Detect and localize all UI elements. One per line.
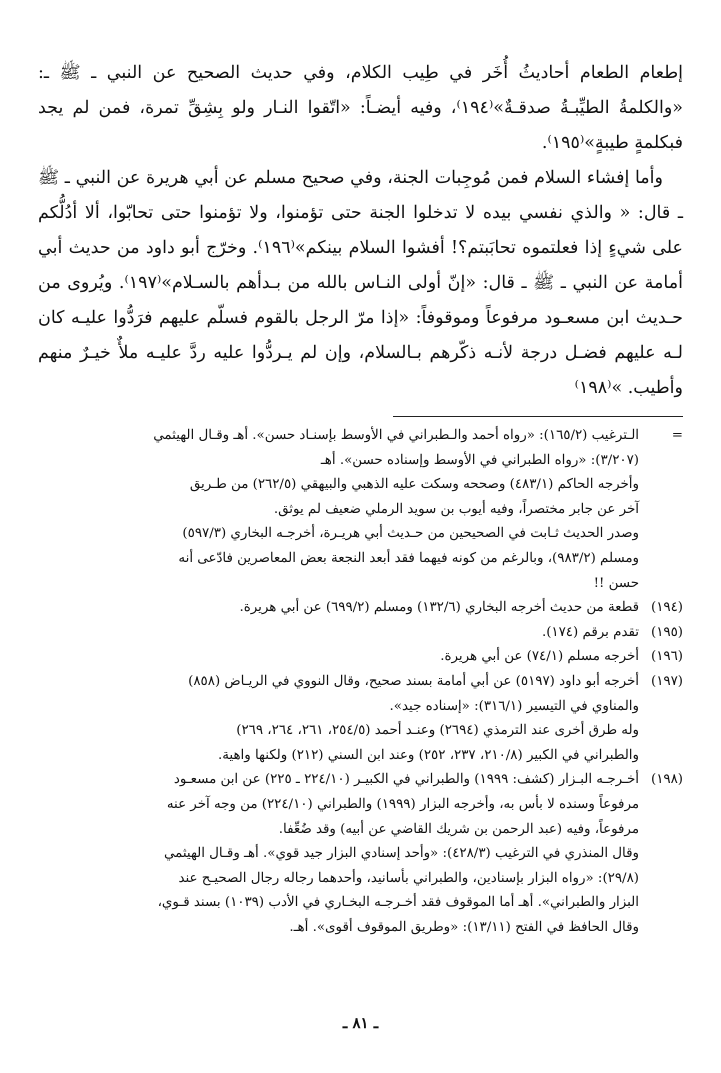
footnote-continuation xyxy=(38,424,683,596)
text-line: وأما إفشاء السلام فمن مُوجِبات الجنة، وفي صحيح مسلم عن أبي xyxy=(194,168,663,188)
footnote-number: (١٩٦) xyxy=(650,649,683,665)
footnote-195 xyxy=(38,621,683,646)
footnote-line: أخـرجـه البـزار (كشف: ١٩٩٩) والطبراني في الكبيـر (٢٢٤/١٠ ـ ٢٢٥) عن ابن مسعـود xyxy=(173,772,639,788)
footnote-number: (١٩٤) xyxy=(650,600,683,616)
text-line: مرفوعاً وموقوفاً: «إذا مرّ الرجل بالقوم فسلّم عليهم فرَدُّوا عليـه كان لـه عليهم xyxy=(38,308,683,363)
text-line: تمرة، فمن لم يجد فبكلمةٍ طيبةٍ»⁽١٩٥⁾. xyxy=(38,98,683,153)
text-line: ـ ﷺ ـ: «والكلمةُ الطيِّبـةُ صدقـةٌ»⁽١٩٤⁾، وفيه أيضـاً: «اتّقوا النـار ولو بِشِقِّ xyxy=(38,63,683,118)
page-number: ـ ٨١ ـ xyxy=(342,1014,379,1032)
footnote-198 xyxy=(38,768,683,940)
footnote-separator-row xyxy=(38,406,683,424)
footnote-line: مرفوعاً وسنده لا بأس به، وأخرجه البزار (١٩٩٩) والطبراني (٢٢٤/١٠) من وجه آخر عنه xyxy=(166,796,639,812)
footnote-line: وله طرق أخرى عند الترمذي (٢٦٩٤) وعنـد أحمد (٢٥٤/٥، ٢٦١، ٢٦٤، ٢٦٩) xyxy=(236,723,639,739)
text-line: ولا تؤمنوا حتى تحابّوا، ألا أدُلُّكم على شيءٍ إذا فعلتموه تحابَبتم؟! أفشوا السلام xyxy=(38,203,683,258)
text-line: وأطيب. »⁽١٩٨⁾ xyxy=(574,378,683,398)
page xyxy=(38,56,683,940)
footnote-line: وصدر الحديث ثـابت في الصحيحين من حـديث أبي هريـرة، أخرجـه البخاري (٥٩٧/٣) xyxy=(182,526,639,542)
footnote-line: (٢٩/٨): «رواه البزار بإسنادين، والطبراني بأسانيد، وأحدهما رجاله رجال الصحيـح عند xyxy=(178,870,639,886)
continuation-marker: = xyxy=(671,428,683,443)
paragraph xyxy=(38,161,683,406)
footnote-line: تقدم برقم (١٧٤). xyxy=(541,624,639,640)
footnote-line: حسن !! xyxy=(593,575,639,591)
footnote-line: وقال الحافظ في الفتح (١٣/١١): «وطريق الموقوف أقوى». أهـ. xyxy=(289,919,639,935)
footnote-line: أخرجه مسلم (٧٤/١) عن أبي هريرة. xyxy=(440,649,639,665)
footnote-number: (١٩٥) xyxy=(650,624,683,640)
footnote-line: وأخرجه الحاكم (٤٨٣/١) وصححه وسكت عليه الذهبي والبيهقي (٢٦٢/٥) من طـريق xyxy=(189,477,639,493)
footnote-line: والمناوي في التيسير (٣١٦/١): «إسناده جيد». xyxy=(389,698,639,714)
main-text xyxy=(38,56,683,406)
footnote-194 xyxy=(38,596,683,621)
footnote-197 xyxy=(38,670,683,768)
footnote-line: وقال المنذري في الترغيب (٤٢٨/٣): «وأحد إسنادي البزار جيد قوي». أهـ وقـال الهيثمي xyxy=(163,846,639,862)
footnote-number: (١٩٧) xyxy=(650,673,683,689)
footnotes xyxy=(38,424,683,940)
text-line: هريرة عن النبي ـ ﷺ ـ قال: « والذي نفسي بيده لا تدخلوا الجنة حتى تؤمنوا، xyxy=(38,168,683,223)
text-line: فضـل درجة لأنـه ذكّرهم بـالسلام، وإن لم يـردُّوا عليه ردَّ عليـه ملأٌ خيـرٌ منهم xyxy=(38,343,607,363)
footnote-line: ومسلم (٩٨٣/٢)، وبالرغم من كونه فيهما فقد أبعد النجعة بعض المعاصرين فادّعى أنه xyxy=(178,550,639,566)
footnote-line: مرفوعاً، وفيه (عبد الرحمن بن شريك القاضي عن أبيه) وقد ضُعِّفا. xyxy=(278,821,639,837)
paragraph xyxy=(38,56,683,161)
footnote-line: قطعة من حديث أخرجه البخاري (١٣٢/٦) ومسلم (٦٩٩/٢) عن أبي هريرة. xyxy=(239,600,639,616)
text-line: أولى النـاس بالله من بـدأهم بالسـلام»⁽١٩٧⁾. ويُروى من حـديث ابن مسعـود xyxy=(38,273,683,328)
footnote-line: والطبراني في الكبير (٢١٠/٨، ٢٣٧، ٢٥٢) وعند ابن السني (٢١٢) ولكنها واهية. xyxy=(217,747,639,763)
text-line: إطعام الطعام أحاديثُ أُخَر في طِيب الكلام، وفي حديث الصحيح عن النبي xyxy=(106,63,683,83)
footnote-line: الـترغيب (١٦٥/٢): «رواه أحمد والـطبراني في الأوسط بإسنـاد حسن». أهـ وقـال الهيثمي xyxy=(153,428,639,443)
footnote-line: أخرجه أبو داود (٥١٩٧) عن أبي أمامة بسند صحيح، وقال النووي في الريـاض (٨٥٨) xyxy=(188,673,639,689)
footnote-line: البزار والطبراني». أهـ أما الموقوف فقد أخـرجـه البخـاري في الأدب (١٠٣٩) بسند قـوي، xyxy=(157,895,639,911)
footnote-number: (١٩٨) xyxy=(650,772,683,788)
text-line: بينكم»⁽١٩٦⁾. وخرّج أبو داود من حديث أبي أمامة عن النبي ـ ﷺ ـ قال: «إنّ xyxy=(38,238,683,293)
footnote-separator xyxy=(393,416,683,417)
footnote-196 xyxy=(38,645,683,670)
footnote-line: (٣/٢٠٧): «رواه الطبراني في الأوسط وإسناده حسن». أهـ xyxy=(320,452,639,468)
footnote-line: آخر عن جابر مختصراً، وفيه أيوب بن سويد الرملي ضعيف لم يوثق. xyxy=(273,501,639,517)
